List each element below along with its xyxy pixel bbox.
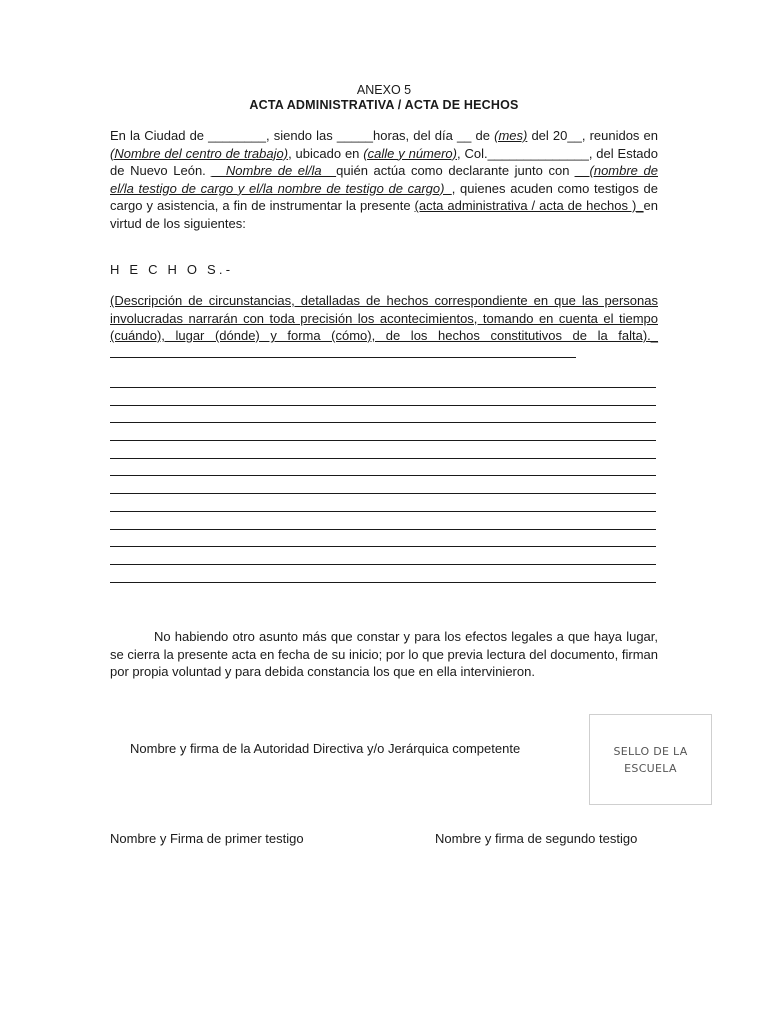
signature-second-witness: Nombre y firma de segundo testigo [435,831,638,846]
blank-line [110,440,656,458]
blank-line [110,493,656,511]
blank-line [110,582,656,600]
intro-text-5: quién actúa como declarante junto con [336,163,576,178]
signature-autoridad [130,741,520,756]
blank-lines [110,387,656,599]
field-nombre-declarante: __Nombre de el/la__ [211,163,337,178]
blank-line [110,546,656,564]
field-testigos: __(nombre de el/la testigo de cargo y el/la nombre de testigo de cargo)_ [110,163,658,196]
closing-paragraph: No habiendo otro asunto más que constar y para los efectos legales a que haya lugar, se cierra la presente acta en fecha de su inicio; por lo que previa lectura del documento, firman por propia voluntad y para debida constancia los que en ella intervinieron. [110,629,658,679]
field-centro-trabajo: (Nombre del centro de trabajo) [110,145,289,161]
hechos-description [110,292,658,362]
hechos-heading: H E C H O S.- [110,262,234,277]
annex-label: ANEXO 5 [356,83,412,97]
signature-autoridad-text-b: Autoridad Directiva y/o Jerárquica competente [250,741,521,756]
seal-line-1: SELLO DE LA [613,744,688,758]
signature-autoridad-text-a: Nombre y firma de la [130,741,251,756]
field-calle-numero: (calle y número) [363,145,457,161]
blank-line [110,405,656,423]
field-tipo-acta: (acta administrativa / acta de hechos )_ [414,198,644,213]
intro-text-7: en virtud de los siguientes: [110,198,659,231]
blank-line [110,564,656,582]
blank-line [110,422,656,440]
blank-line [110,475,656,493]
seal-line-2: ESCUELA [624,761,677,775]
intro-text-6: , quienes acuden como testigos de cargo y asistencia, a fin de instrumentar la presente [110,180,658,213]
hechos-fill-line [110,345,576,358]
hechos-description-text: (Descripción de circunstancias, detalladas de hechos correspondiente en que las personas involucradas narrarán con toda precisión los acontecimientos, tomando en cuenta el tiempo (cuándo), lugar (dónde) y forma (cómo), de los hechos constitutivos de la falta)._ [110,293,658,343]
intro-text-1: En la Ciudad de ________, siendo las _____horas, del día __ de [110,128,495,143]
blank-line [110,529,656,547]
document-title: ACTA ADMINISTRATIVA / ACTA DE HECHOS [249,98,519,112]
intro-paragraph [110,127,658,232]
blank-line [110,511,656,529]
intro-text-3: , ubicado en [288,145,364,161]
school-seal-box [589,714,712,805]
intro-text-4: , Col.______________, del Estado de Nuevo León. [110,145,658,178]
blank-line [110,458,656,476]
blank-line [110,387,656,405]
field-mes: (mes) [494,128,528,143]
intro-text-2: del 20__, reunidos en [527,128,659,143]
signature-first-witness: Nombre y Firma de primer testigo [110,831,304,846]
